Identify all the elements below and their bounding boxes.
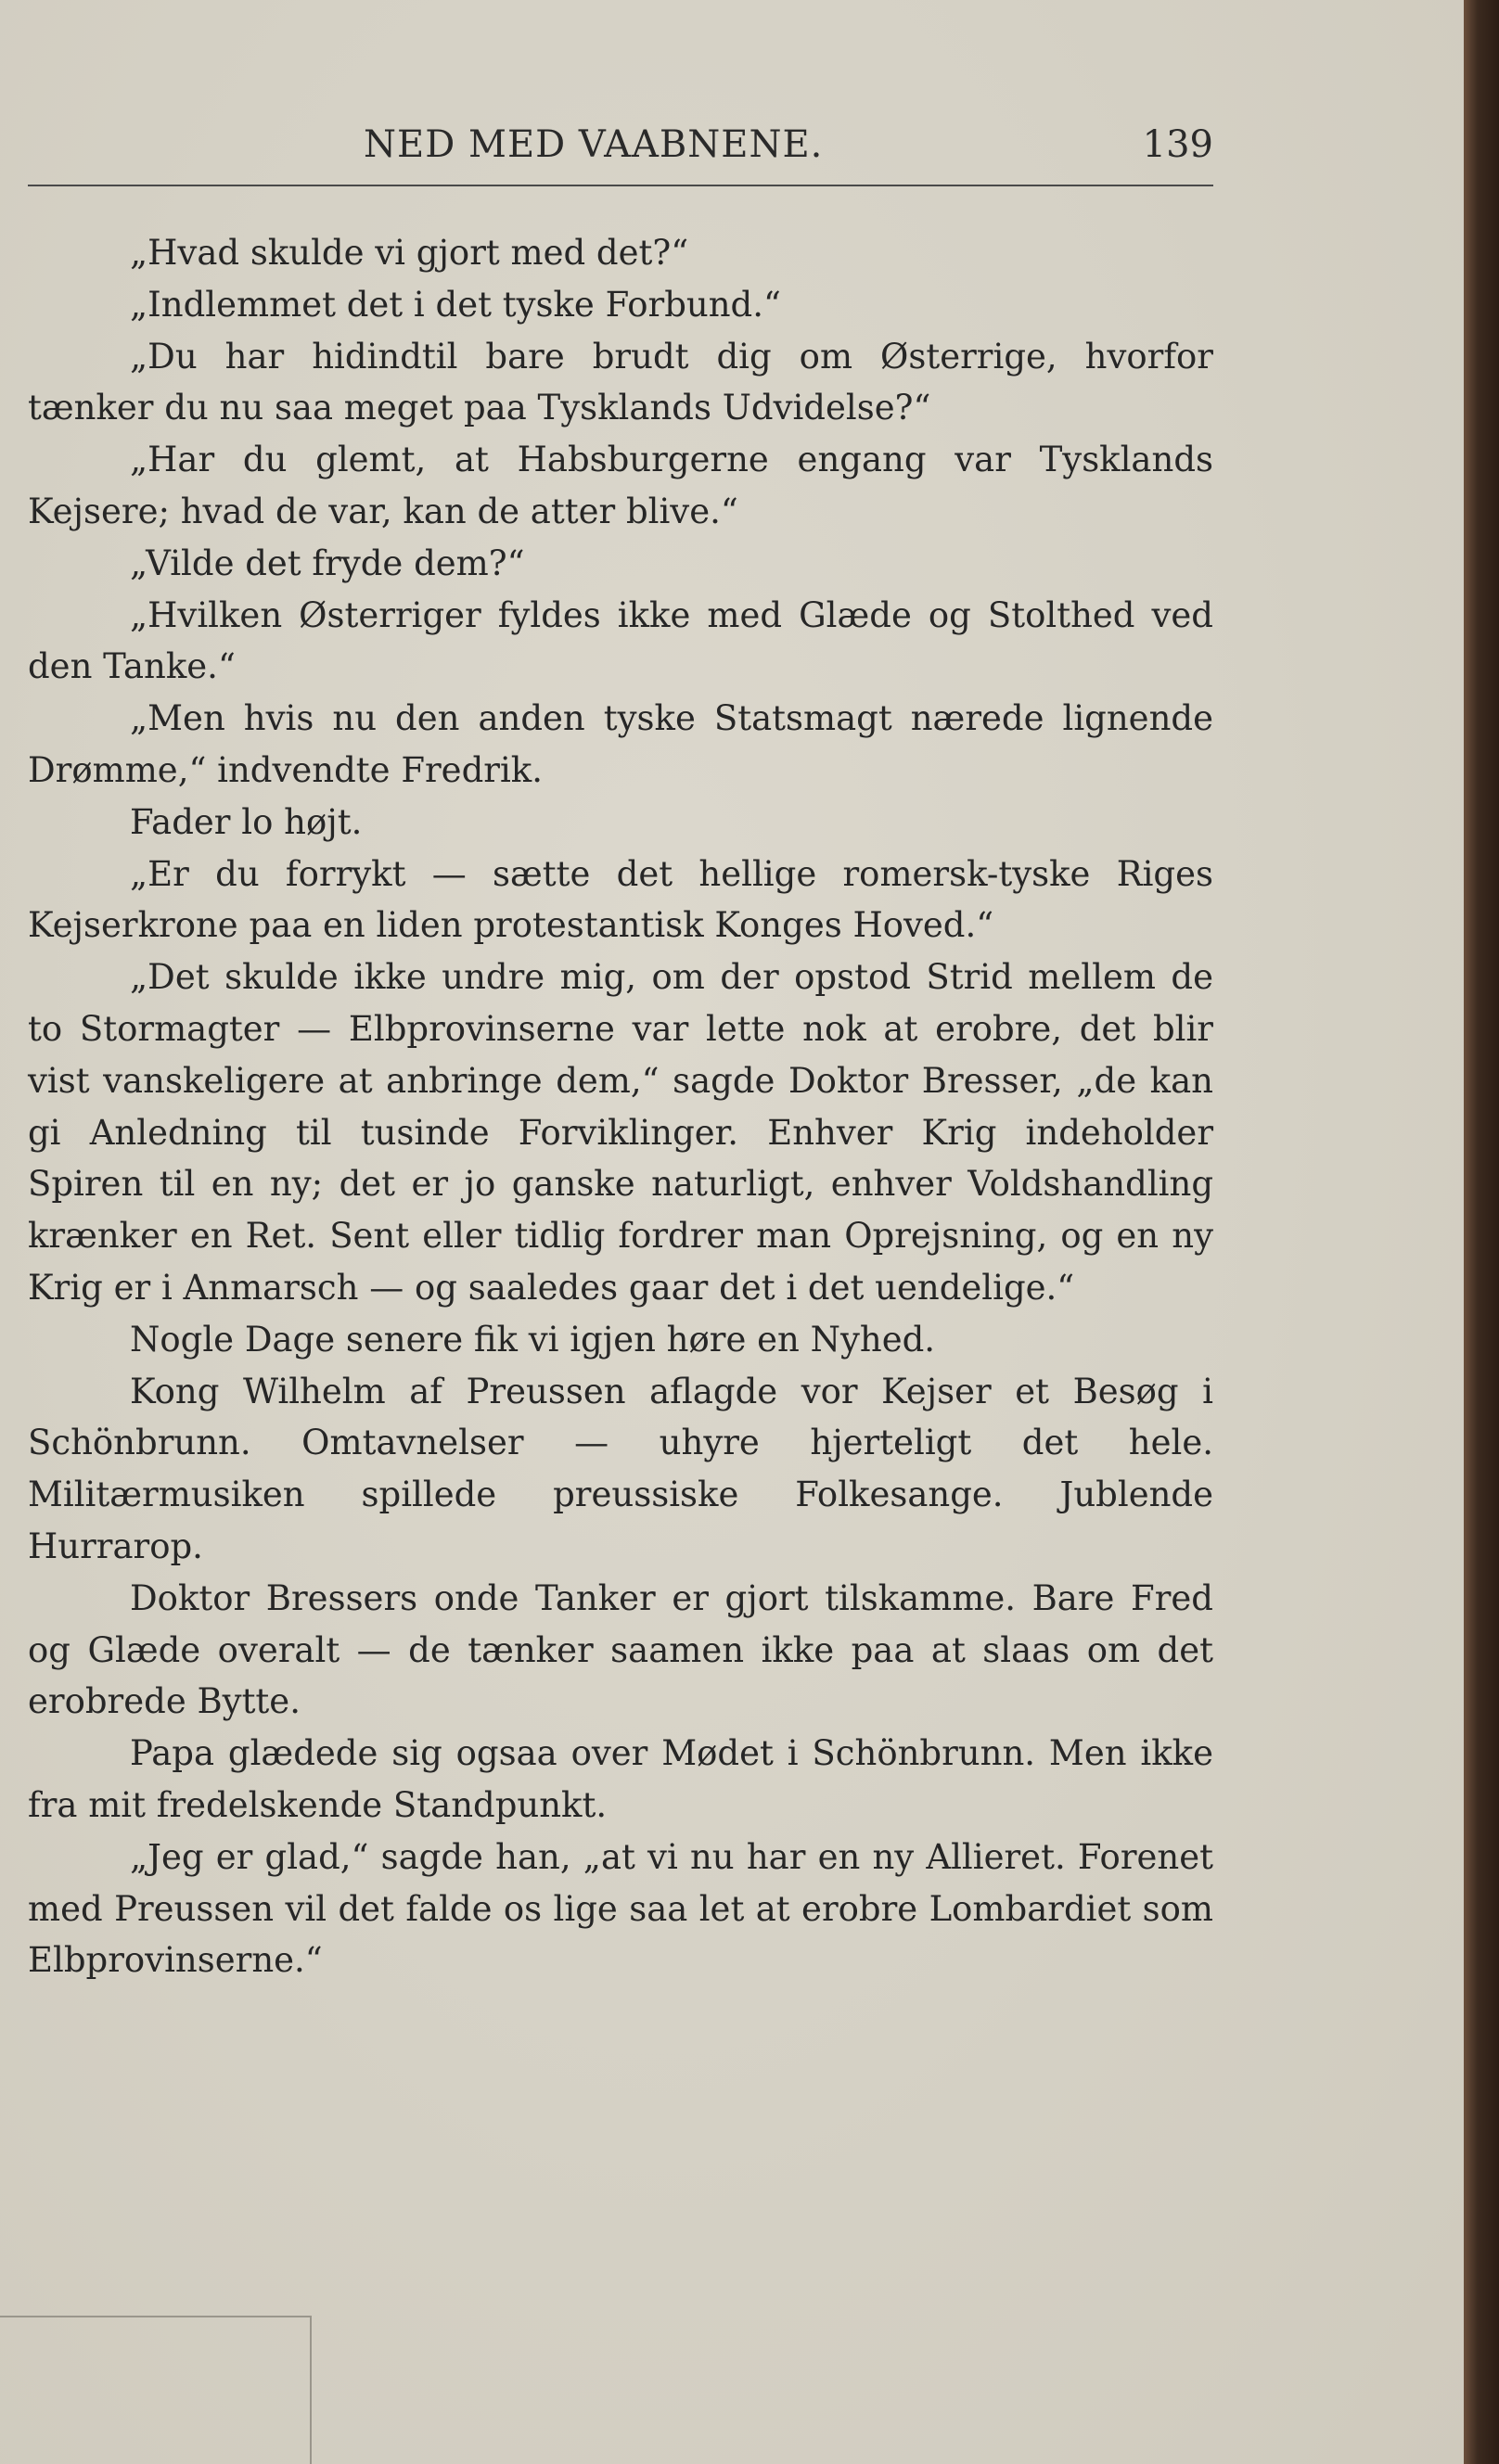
page-number: 139: [1142, 123, 1213, 166]
paragraph: „Du har hidindtil bare brudt dig om Østerrige, hvorfor tænker du nu saa meget paa Tysklands Udvidelse?“: [28, 336, 1213, 428]
paragraph: Papa glædede sig ogsaa over Mødet i Schönbrunn. Men ikke fra mit fredelskende Standpunkt.: [28, 1733, 1213, 1825]
header-rule: [28, 185, 1213, 186]
paragraph: „Jeg er glad,“ sagde han, „at vi nu har en ny Allieret. Forenet med Preussen vil det falde os lige saa let at erobre Lombardiet som Elbprovinserne.“: [28, 1836, 1213, 1981]
paragraph: „Vilde det fryde dem?“: [130, 543, 525, 583]
paragraph: „Indlemmet det i det tyske Forbund.“: [130, 284, 781, 325]
book-spine-edge: [1464, 0, 1499, 2464]
paragraph: „Er du forrykt — sætte det hellige romersk-tyske Riges Kejserkrone paa en liden protestantisk Konges Hoved.“: [28, 853, 1213, 946]
paragraph: „Men hvis nu den anden tyske Statsmagt nærede lignende Drømme,“ indvendte Fredrik.: [28, 698, 1213, 790]
body-text: [28, 227, 1213, 1986]
page-header: [28, 116, 1213, 172]
paragraph: Doktor Bressers onde Tanker er gjort tilskamme. Bare Fred og Glæde overalt — de tænker saamen ikke paa at slaas om det erobrede Bytte.: [28, 1577, 1213, 1722]
scan-corner-mark: [0, 2316, 312, 2464]
paragraph: „Har du glemt, at Habsburgerne engang var Tysklands Kejsere; hvad de var, kan de atter blive.“: [28, 440, 1213, 531]
paragraph: Kong Wilhelm af Preussen aflagde vor Kejser et Besøg i Schönbrunn. Omtavnelser — uhyre hjerteligt det hele. Militærmusiken spillede preussiske Folkesange. Jublende Hurrarop.: [28, 1371, 1213, 1566]
running-title: NED MED VAABNENE.: [364, 123, 824, 166]
paragraph: Fader lo højt.: [130, 801, 363, 842]
paragraph: „Det skulde ikke undre mig, om der opstod Strid mellem de to Stormagter — Elbprovinserne var lette nok at erobre, det blir vist vanskeligere at anbringe dem,“ sagde Doktor Bresser, „de kan gi Anledning til tusinde Forviklinger. Enhver Krig indeholder Spiren til en ny; det er jo ganske naturligt, enhver Voldshandling krænker en Ret. Sent eller tidlig fordrer man Oprejsning, og en ny Krig er i Anmarsch — og saaledes gaar det i det uendelige.“: [28, 957, 1213, 1308]
paragraph: „Hvad skulde vi gjort med det?“: [130, 233, 689, 273]
paragraph: Nogle Dage senere fik vi igjen høre en Nyhed.: [130, 1319, 936, 1360]
paragraph: „Hvilken Østerriger fyldes ikke med Glæde og Stolthed ved den Tanke.“: [28, 594, 1213, 687]
